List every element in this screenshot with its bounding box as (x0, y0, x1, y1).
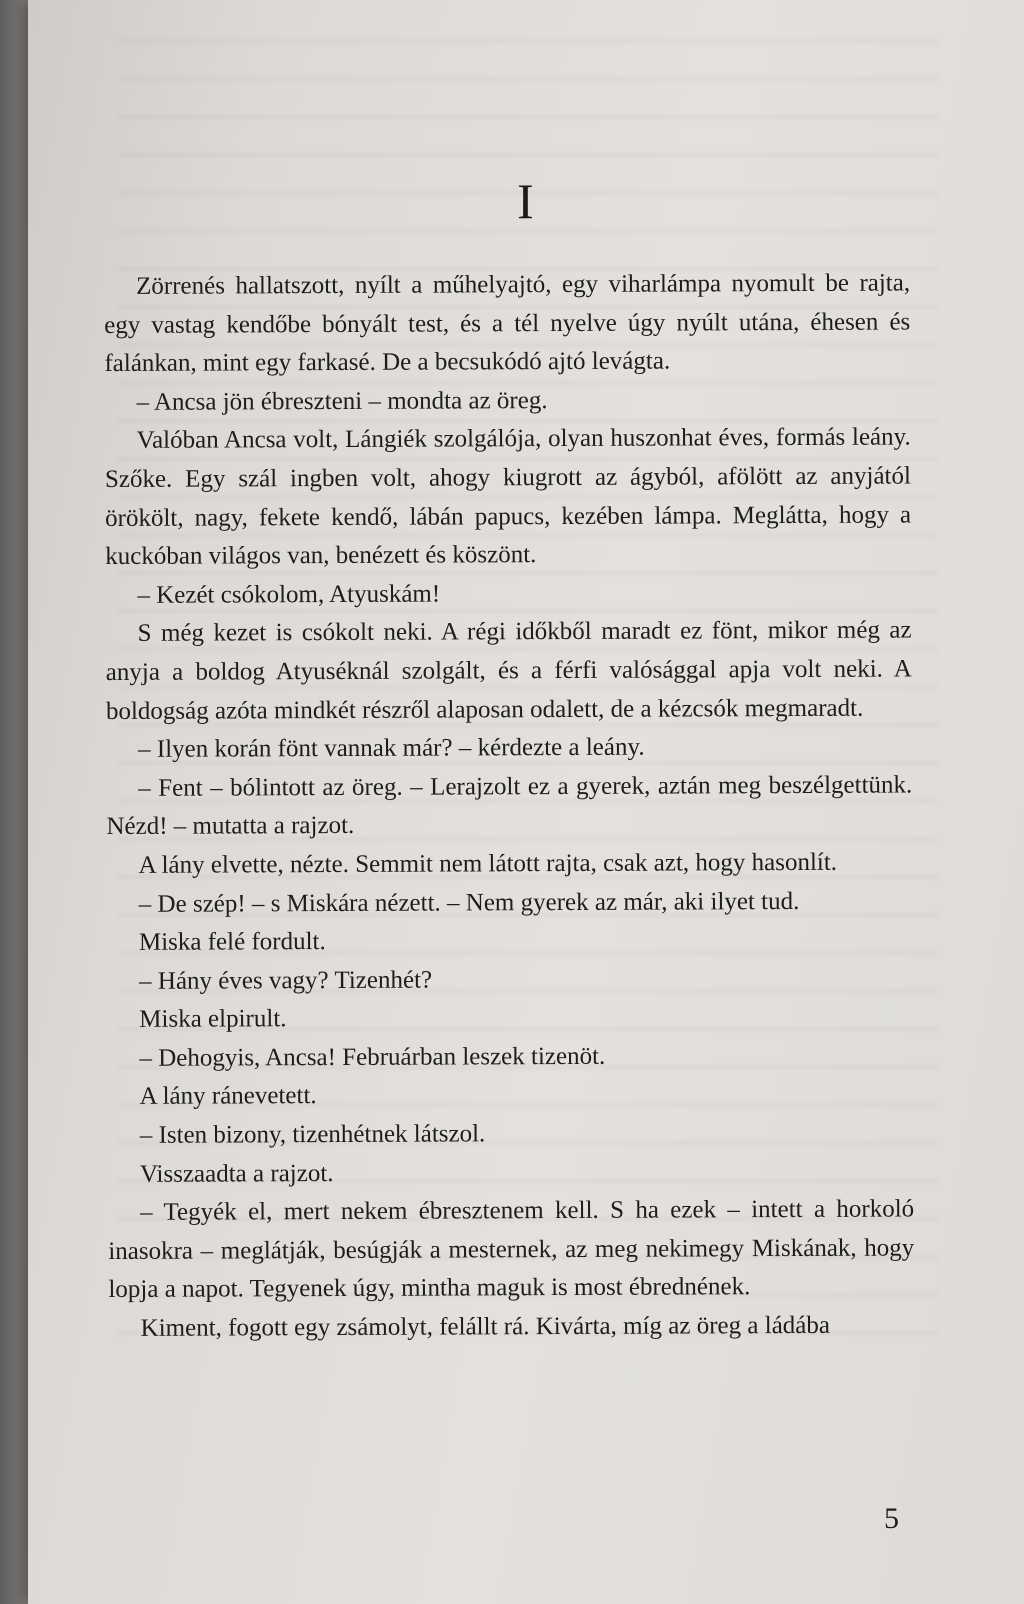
paragraph: Miska elpirult. (139, 1005, 287, 1034)
paragraph: A lány ránevetett. (139, 1082, 317, 1111)
paragraph: – De szép! – s Miskára nézett. – Nem gyerek az már, aki ilyet tud. (138, 887, 800, 918)
book-page (28, 0, 1024, 1604)
paragraph: – Isten bizony, tizenhétnek látszol. (139, 1120, 486, 1149)
paragraph: A lány elvette, nézte. Semmit nem látott rajta, csak azt, hogy hasonlít. (138, 848, 838, 879)
paragraph: Kiment, fogott egy zsámolyt, felállt rá. Kivárta, míg az öreg a ládába (140, 1311, 831, 1342)
paragraph: – Ilyen korán fönt vannak már? – kérdezte a leány. (138, 733, 645, 763)
paragraph: Miska felé fordult. (138, 928, 326, 956)
paragraph: Valóban Ancsa volt, Lángiék szolgálója, olyan huszonhat éves, formás leány. Szőke. Egy szál ingben volt, ahogy kiugrott az ágyból, afölött az anyjától örökölt, nagy, fekete kendő, lábán papucs, kezében lámpa. Meglátta, hogy a kuckóban világos van, benézett és köszönt. (104, 423, 912, 571)
paragraph: – Kezét csókolom, Atyuskám! (137, 580, 441, 609)
chapter-heading: I (517, 173, 535, 229)
paragraph: Zörrenés hallatszott, nyílt a műhelyajtó, egy viharlámpa nyomult be rajta, egy vastag kendőbe bónyált test, és a tél nyelve úgy nyúlt utána, éhesen és falánkan, mint egy farkasé. De a becsukódó ajtó levágta. (104, 269, 911, 378)
paragraph: – Dehogyis, Ancsa! Februárban leszek tizenöt. (139, 1042, 606, 1072)
paragraph: – Tegyék el, mert nekem ébresztenem kell. S ha ezek – intett a horkoló inasokra – meglátják, besúgják a mesternek, az meg nekimegy Miskának, hogy lopja a napot. Tegyenek úgy, mintha maguk is most ébrednének. (108, 1195, 915, 1304)
paragraph: – Fent – bólintott az öreg. – Lerajzolt ez a gyerek, aztán meg beszélgettünk. Nézd! – mutatta a rajzot. (106, 771, 913, 841)
paragraph: – Hány éves vagy? Tizenhét? (139, 966, 433, 995)
paragraph: S még kezet is csókolt neki. A régi időkből maradt ez fönt, mikor még az anyja a boldog Atyuséknál szolgált, és a férfi valósággal apja volt neki. A boldogság azóta mindkét részről alaposan odalett, de a kézcsók megmaradt. (105, 616, 912, 725)
paragraph: – Ancsa jön ébreszteni – mondta az öreg. (136, 386, 548, 416)
paragraph: Visszaadta a rajzot. (139, 1159, 334, 1188)
page-number: 5 (884, 1502, 899, 1535)
body-text (104, 264, 915, 1348)
